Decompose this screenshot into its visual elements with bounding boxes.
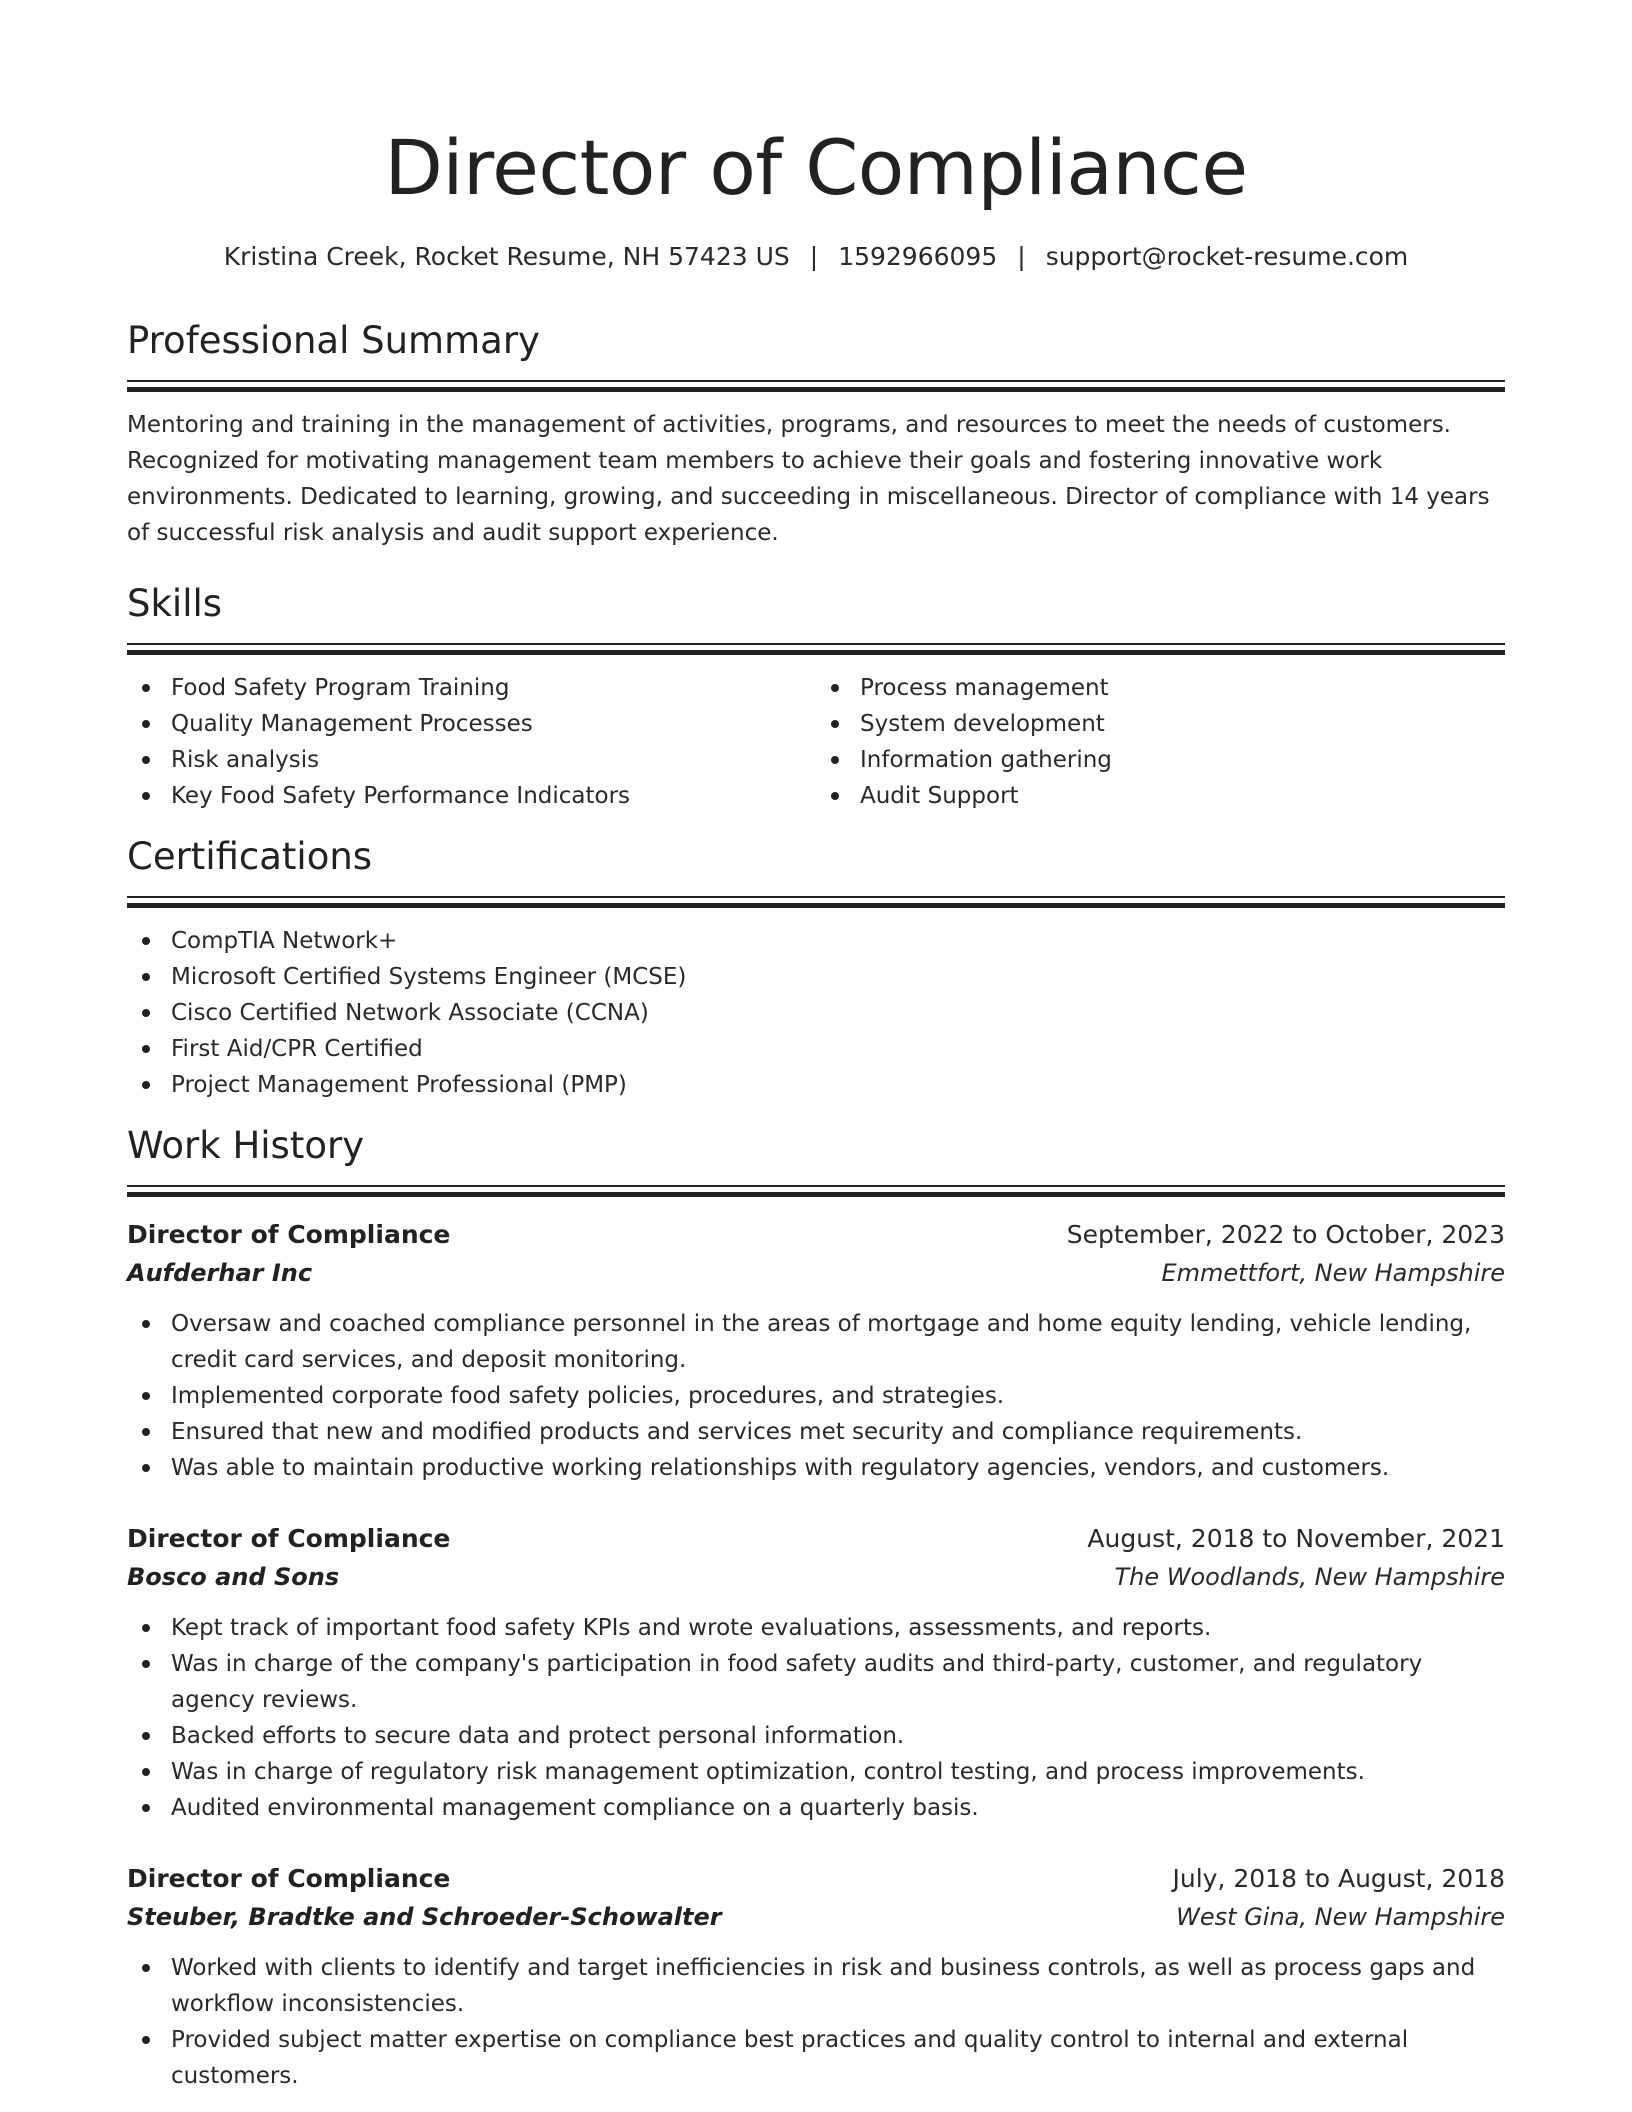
work-history-section bbox=[127, 1121, 1505, 2094]
job-company: Aufderhar Inc bbox=[127, 1259, 313, 1287]
job-entry bbox=[127, 1520, 1505, 1826]
list-item: Oversaw and coached compliance personnel in the areas of mortgage and home equity lending, vehicle lending, credit card services, and deposit monitoring. bbox=[171, 1306, 1505, 1378]
list-item: Key Food Safety Performance Indicators bbox=[171, 778, 816, 814]
contact-separator: | bbox=[1017, 242, 1026, 271]
list-item: Provided subject matter expertise on compliance best practices and quality control to internal and external customers. bbox=[171, 2022, 1505, 2094]
certifications-list bbox=[127, 923, 1505, 1103]
list-item: Was in charge of the company's participation in food safety audits and third-party, customer, and regulatory agency reviews. bbox=[171, 1646, 1505, 1718]
job-location: Emmettfort, New Hampshire bbox=[1161, 1259, 1505, 1287]
job-location: The Woodlands, New Hampshire bbox=[1114, 1563, 1505, 1591]
job-entry bbox=[127, 1216, 1505, 1486]
list-item: Microsoft Certified Systems Engineer (MCSE) bbox=[171, 959, 1505, 995]
contact-line bbox=[127, 240, 1505, 274]
contact-separator: | bbox=[809, 242, 819, 271]
list-item: Audited environmental management compliance on a quarterly basis. bbox=[171, 1790, 1505, 1826]
job-location: West Gina, New Hampshire bbox=[1176, 1903, 1505, 1931]
list-item: Worked with clients to identify and target inefficiencies in risk and business controls, as well as process gaps and workflow inconsistencies. bbox=[171, 1950, 1505, 2022]
job-title: Director of Compliance bbox=[127, 1524, 451, 1553]
section-heading-summary: Professional Summary bbox=[127, 319, 540, 362]
job-duties-list bbox=[127, 1610, 1505, 1826]
section-heading-skills: Skills bbox=[127, 582, 223, 625]
list-item: Project Management Professional (PMP) bbox=[171, 1067, 1505, 1103]
list-item: Backed efforts to secure data and protect personal information. bbox=[171, 1718, 1505, 1754]
job-entry bbox=[127, 1860, 1505, 2094]
list-item: Information gathering bbox=[860, 742, 1505, 778]
certifications-section bbox=[127, 832, 1505, 1103]
summary-text: Mentoring and training in the management of activities, programs, and resources to meet the needs of customers. Recognized for motivating management team members to achieve their goals and fostering innovative work environments. Dedicated to learning, growing, and succeeding in miscellaneous. Director of compliance with 14 years of successful risk analysis and audit support experience. bbox=[127, 412, 1490, 546]
contact-phone: 1592966095 bbox=[838, 242, 998, 271]
section-divider bbox=[127, 1185, 1505, 1198]
list-item: First Aid/CPR Certified bbox=[171, 1031, 1505, 1067]
list-item: Kept track of important food safety KPIs and wrote evaluations, assessments, and reports. bbox=[171, 1610, 1505, 1646]
section-divider bbox=[127, 896, 1505, 909]
contact-address: Kristina Creek, Rocket Resume, NH 57423 US bbox=[223, 242, 790, 271]
skills-list-left bbox=[127, 670, 816, 814]
job-dates: August, 2018 to November, 2021 bbox=[1087, 1524, 1505, 1553]
list-item: Food Safety Program Training bbox=[171, 670, 816, 706]
summary-section bbox=[127, 316, 1505, 551]
list-item: Cisco Certified Network Associate (CCNA) bbox=[171, 995, 1505, 1031]
section-divider bbox=[127, 643, 1505, 656]
job-title: Director of Compliance bbox=[127, 1220, 451, 1249]
list-item: Quality Management Processes bbox=[171, 706, 816, 742]
contact-email[interactable]: support@rocket-resume.com bbox=[1045, 242, 1409, 271]
job-dates: July, 2018 to August, 2018 bbox=[1172, 1864, 1505, 1893]
list-item: System development bbox=[860, 706, 1505, 742]
list-item: Audit Support bbox=[860, 778, 1505, 814]
skills-grid bbox=[127, 670, 1505, 814]
list-item: Ensured that new and modified products and services met security and compliance requirements. bbox=[171, 1414, 1505, 1450]
job-title: Director of Compliance bbox=[127, 1864, 451, 1893]
list-item: CompTIA Network+ bbox=[171, 923, 1505, 959]
job-duties-list bbox=[127, 1306, 1505, 1486]
list-item: Process management bbox=[860, 670, 1505, 706]
skills-list-right bbox=[816, 670, 1505, 814]
list-item: Risk analysis bbox=[171, 742, 816, 778]
list-item: Was in charge of regulatory risk management optimization, control testing, and process improvements. bbox=[171, 1754, 1505, 1790]
list-item: Was able to maintain productive working relationships with regulatory agencies, vendors, and customers. bbox=[171, 1450, 1505, 1486]
skills-section bbox=[127, 579, 1505, 814]
job-company: Bosco and Sons bbox=[127, 1563, 340, 1591]
list-item: Implemented corporate food safety policies, procedures, and strategies. bbox=[171, 1378, 1505, 1414]
section-heading-certifications: Certifications bbox=[127, 835, 373, 878]
job-duties-list bbox=[127, 1950, 1505, 2094]
job-company: Steuber, Bradtke and Schroeder-Schowalter bbox=[127, 1903, 722, 1931]
job-dates: September, 2022 to October, 2023 bbox=[1066, 1220, 1505, 1249]
page-title: Director of Compliance bbox=[384, 123, 1248, 212]
section-divider bbox=[127, 380, 1505, 393]
section-heading-work-history: Work History bbox=[127, 1124, 365, 1167]
